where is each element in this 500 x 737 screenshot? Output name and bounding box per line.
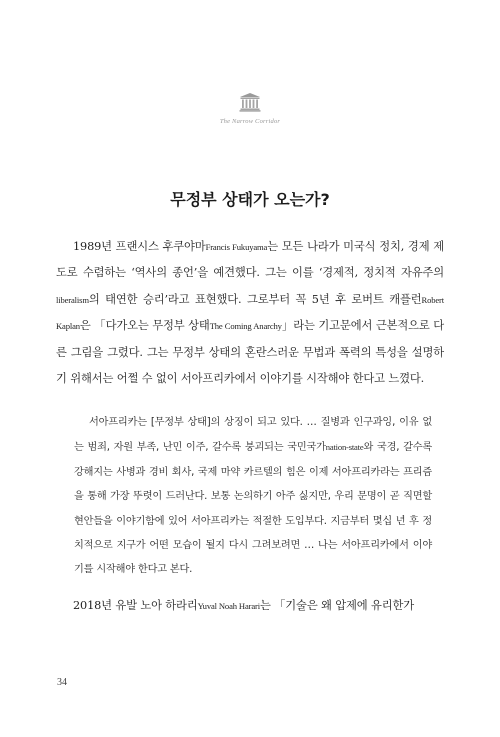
text-segment: 의 태연한 승리’라고 표현했다. 그로부터 꼭 5년 후 로버트 캐플런 xyxy=(88,292,422,306)
english-term-nation-state: nation-state xyxy=(325,442,364,453)
temple-columns-icon xyxy=(0,92,500,112)
chapter-title: 무정부 상태가 오는가? xyxy=(170,190,330,209)
text-segment: 서아프리카는 [무정부 상태]의 상징이 되고 있다. … 질병과 인구과잉, 이유 없는 범죄, 자원 부족, 난민 이주, 갈수록 붕괴되는 국민국가 xyxy=(74,417,432,454)
english-term-liberalism: liberalism xyxy=(56,294,89,305)
text-segment: 」라는 기고문에서 근본적으로 다른 그림을 그렸다. 그는 무정부 상태의 혼란스러운 무법과 폭력의 특성을 설명하기 위해서는 어쩔 수 없이 서아프리카에서 이야기를 시작해야 한다고 느꼈다. xyxy=(56,319,445,386)
running-header xyxy=(0,92,500,125)
english-name-fukuyama: Francis Fukuyama xyxy=(205,242,268,252)
text-segment: 는 모든 나라가 미국식 정치, 경제 제도로 수렴하는 ‘역사의 종언’을 예견했다. 그는 이를 ‘경제적, 정치적 자유주의 xyxy=(56,240,444,280)
text-segment: 1989년 프랜시스 후쿠야마 xyxy=(73,240,206,253)
text-segment: 와 국경, 갈수록 강해지는 사병과 경비 회사, 국제 마약 카르텔의 힘은 이제 서아프리카라는 프리즘을 통해 가장 뚜렷이 드러난다. 보통 논의하기 아주 싫지만, 우리 문명이 곧 직면할 현안들을 이야기함에 있어 서아프리카는 적절한 도입부다. 지금부터 몇십 년 후 정치적으로 지구가 어떤 모습이 될지 다시 그려보려면 … 나는 서아프리카에서 이야기를 시작해야 한다고 본다. xyxy=(74,442,432,576)
page-number: 34 xyxy=(57,677,67,688)
body-paragraph-2 xyxy=(56,593,444,619)
text-segment: 2018년 유발 노아 하라리 xyxy=(73,599,198,612)
english-name-kaplan: Robert Kaplan xyxy=(56,294,444,332)
english-name-harari: Yuval Noah Harari xyxy=(197,601,260,611)
block-quote xyxy=(74,411,432,583)
text-segment: 는 「기술은 왜 압제에 유리한가 xyxy=(259,599,415,612)
text-segment: 은 「다가오는 무정부 상태 xyxy=(79,319,210,333)
body-paragraph-1 xyxy=(56,234,444,392)
series-name: The Narrow Corridor xyxy=(219,118,281,125)
english-title-coming-anarchy: The Coming Anarchy xyxy=(209,321,282,332)
